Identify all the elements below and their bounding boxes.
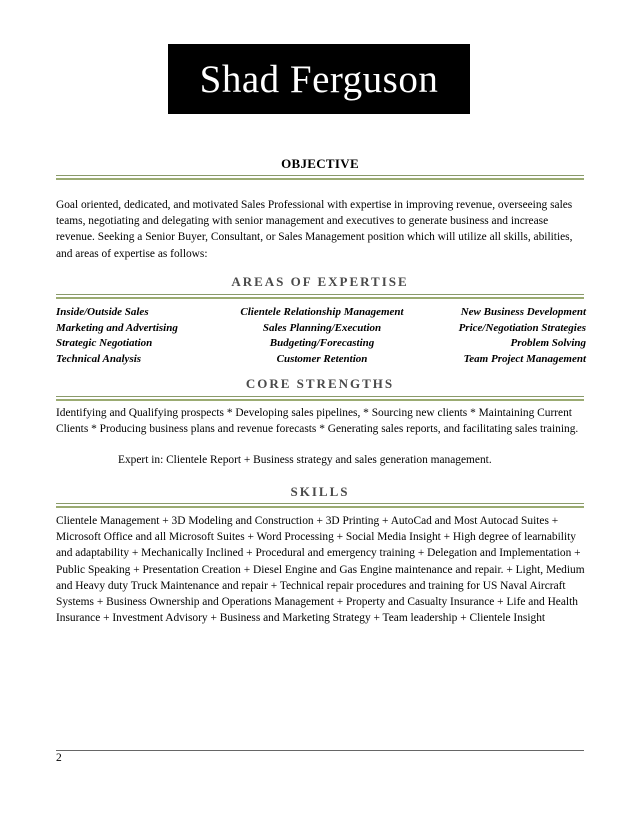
objective-divider [56, 175, 584, 180]
expertise-item: Customer Retention [276, 352, 368, 365]
expertise-item: Budgeting/Forecasting [269, 337, 375, 350]
skills-divider [56, 503, 584, 508]
expertise-item: Price/Negotiation Strategies [458, 321, 586, 334]
expertise-item: Team Project Management [463, 352, 586, 365]
expertise-column-3 [459, 305, 586, 367]
expertise-item: New Business Development [460, 306, 586, 318]
skills-heading: SKILLS [290, 484, 350, 499]
expertise-item: Clientele Relationship Management [240, 306, 404, 318]
core-strengths-text: Identifying and Qualifying prospects * Developing sales pipelines, * Sourcing new clients * Maintaining Current Clients * Producing business plans and revenue forecasts * Generating sales reports, and facilitating sales training. [56, 407, 579, 436]
expertise-item: Technical Analysis [56, 352, 142, 365]
core-strengths-heading: CORE STRENGTHS [245, 376, 395, 391]
expertise-item: Inside/Outside Sales [56, 306, 149, 318]
name-banner [168, 44, 470, 114]
page-number: 2 [56, 752, 62, 764]
core-divider [56, 396, 584, 401]
expertise-item: Sales Planning/Execution [262, 321, 382, 334]
candidate-name: Shad Ferguson [199, 57, 439, 101]
skills-text: Clientele Management + 3D Modeling and Construction + 3D Printing + AutoCad and Most Autocad Suites + Microsoft Office and all Microsoft Suites + Word Processing + Social Media Insight + High degree of learnability and adaptability + Mechanically Inclined + Procedural and emergency training + Delegation and Implementation + Public Speaking + Presentation Creation + Diesel Engine and Gas Engine maintenance and repair. + Light, Medium and Heavy duty Truck Maintenance and repair + Technical repair procedures and training for US Naval Aircraft Systems + Business Ownership and Operations Management + Property and Casualty Insurance + Life and Health Insurance + Investment Advisory + Business and Marketing Strategy + Team leadership + Clientele Insight [56, 515, 585, 625]
areas-heading: AREAS OF EXPERTISE [231, 274, 409, 289]
expertise-column-2 [232, 305, 412, 367]
areas-divider [56, 294, 584, 299]
footer-divider [56, 750, 584, 751]
expertise-item: Marketing and Advertising [56, 321, 178, 334]
objective-text: Goal oriented, dedicated, and motivated Sales Professional with expertise in improving revenue, overseeing sales teams, negotiating and delegating with senior management and executives to generate business and increase revenue. Seeking a Senior Buyer, Consultant, or Sales Management position which will utilize all skills, abilities, and areas of expertise as follows: [56, 199, 573, 260]
expertise-column-1 [56, 305, 178, 367]
expert-in-line: Expert in: Clientele Report + Business strategy and sales generation management. [118, 454, 492, 466]
expertise-item: Strategic Negotiation [56, 337, 153, 350]
expertise-item: Problem Solving [510, 337, 586, 350]
objective-heading: OBJECTIVE [281, 156, 359, 171]
